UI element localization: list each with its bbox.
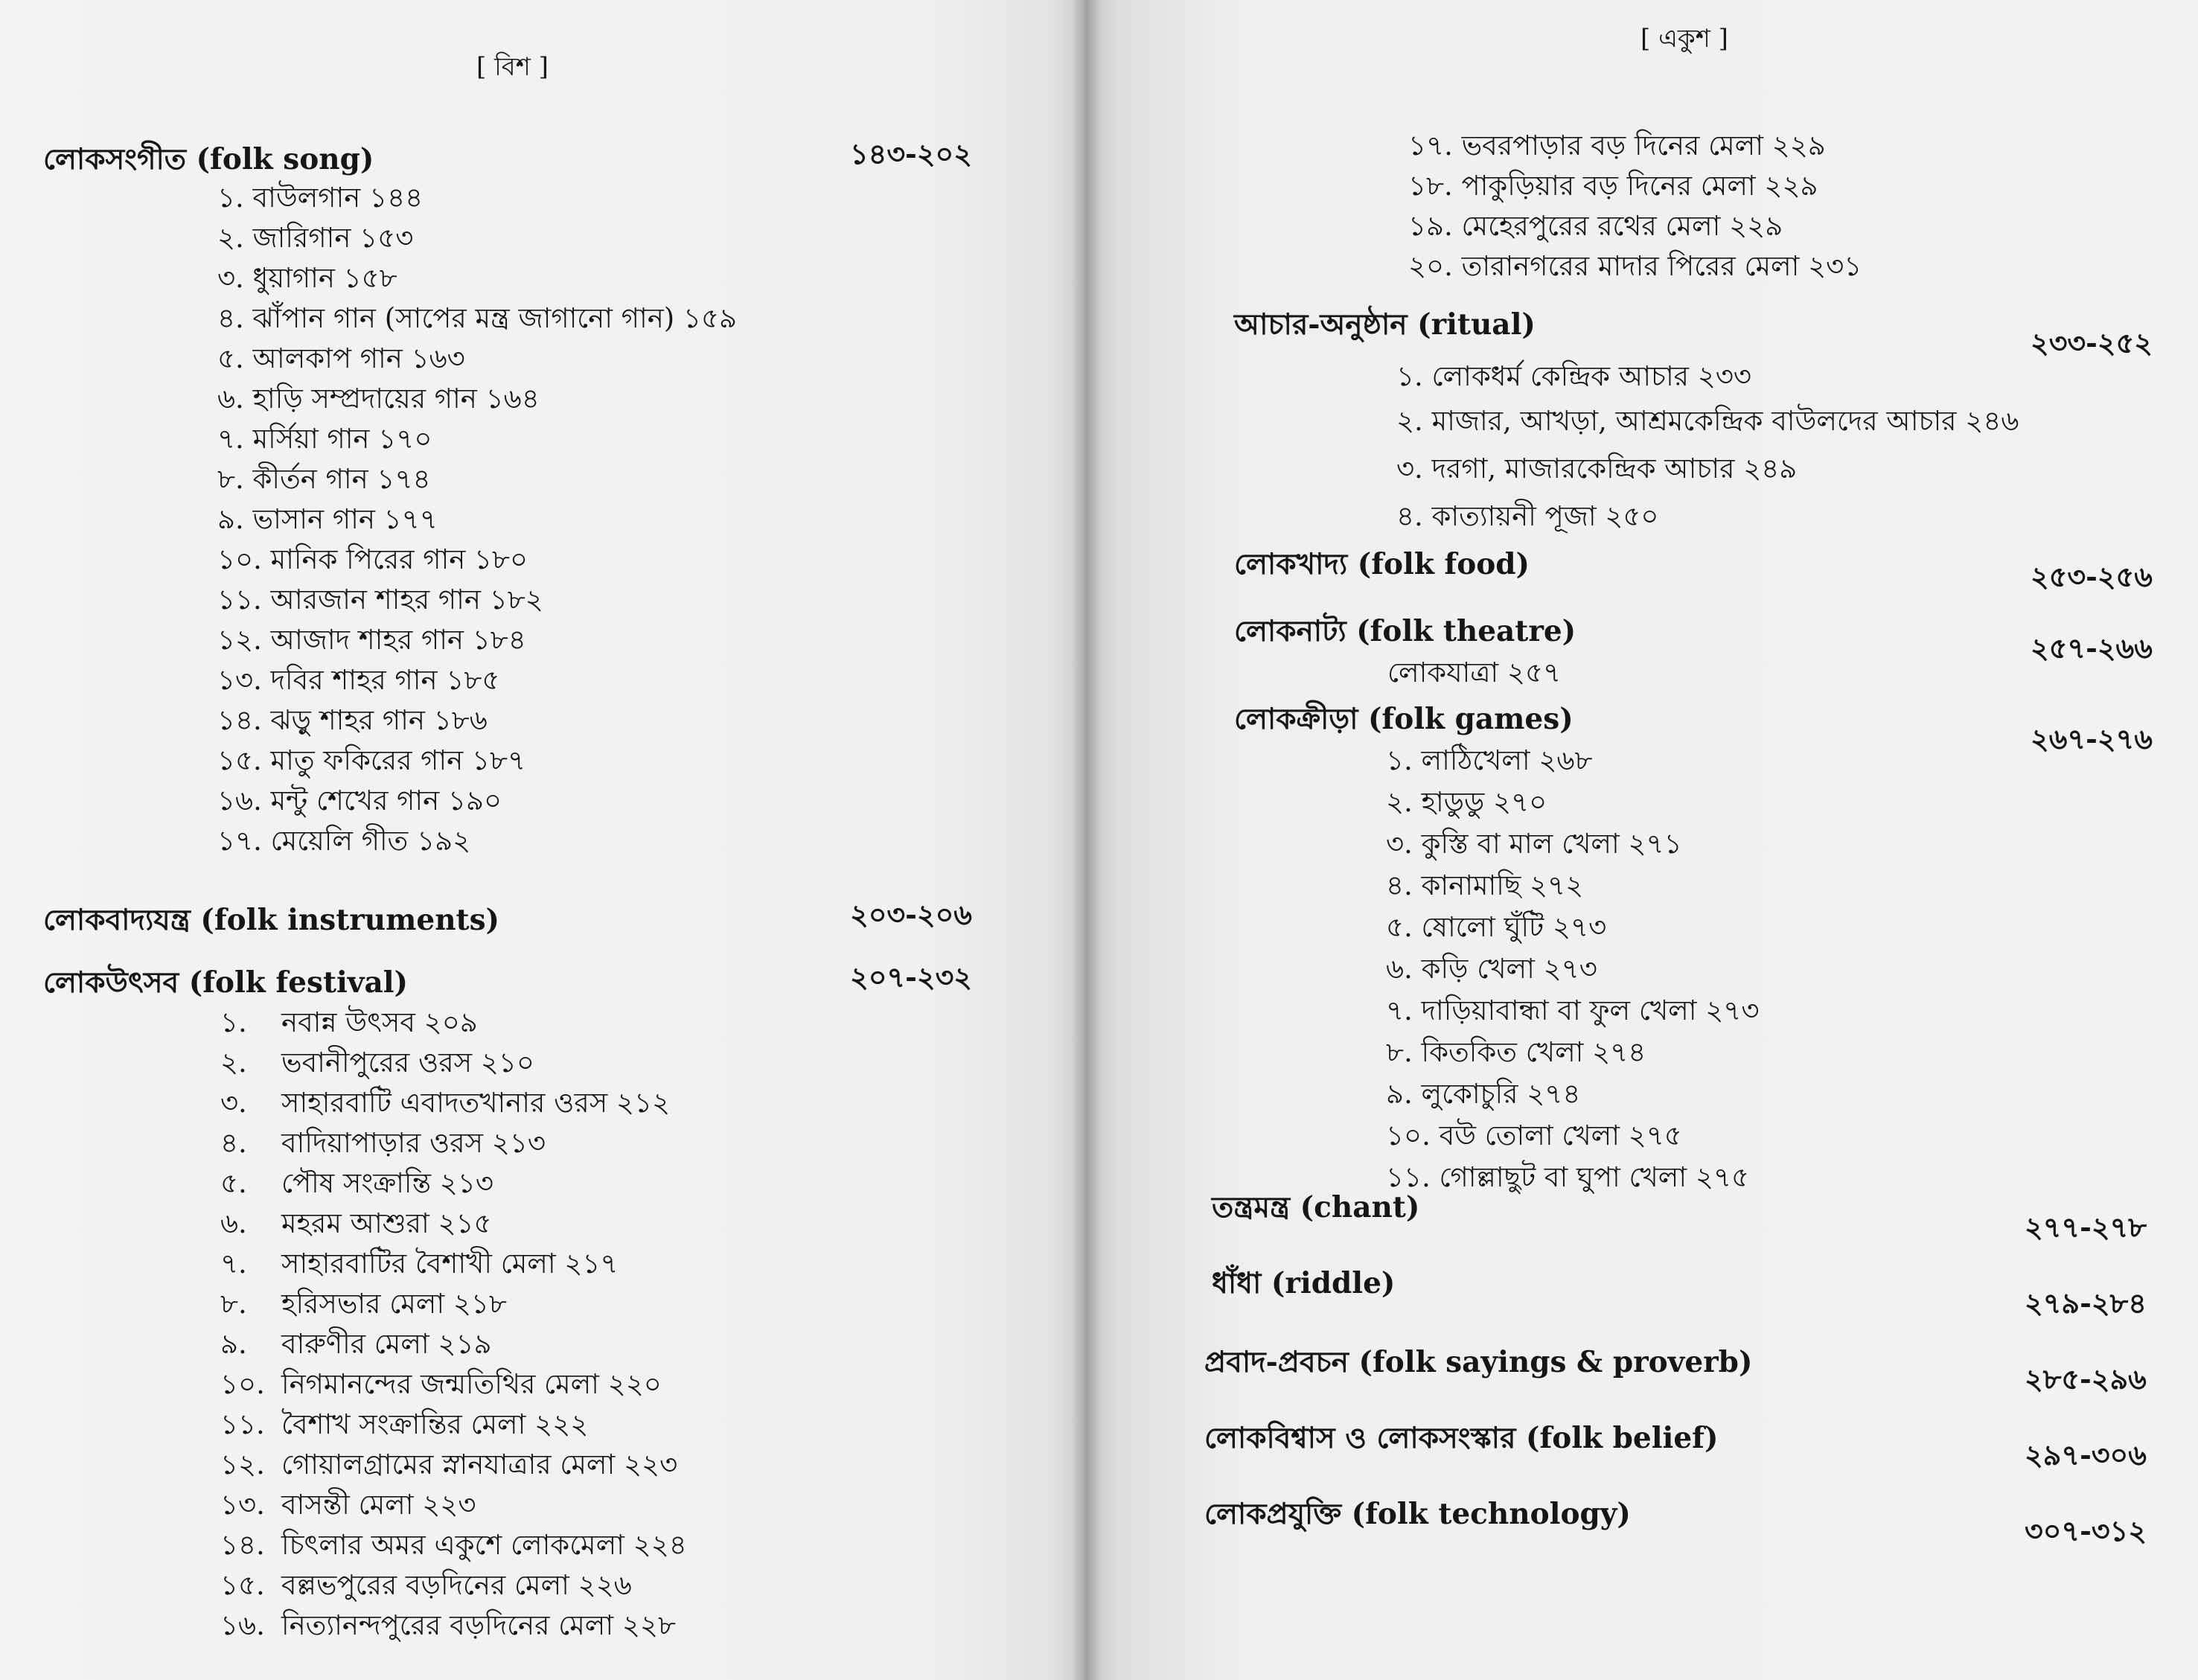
list-item: ২. হাডুডু ২৭০	[1386, 786, 1547, 818]
section-heading-ritual: আচার-অনুষ্ঠান (ritual)	[1234, 307, 1536, 342]
list-item: বাসন্তী মেলা ২২৩	[281, 1489, 476, 1521]
list-item: ১০. মানিক পিরের গান ১৮০	[217, 543, 528, 575]
page-number: [ একুশ ]	[1640, 24, 1728, 54]
list-item: ২. মাজার, আখড়া, আশ্রমকেন্দ্রিক বাউলদের আচার ২৪৬	[1396, 405, 2019, 437]
list-item: ৩. কুস্তি বা মাল খেলা ২৭১	[1386, 828, 1682, 860]
right-page	[1085, 0, 2198, 1680]
list-item: বৈশাখ সংক্রান্তির মেলা ২২২	[281, 1408, 589, 1440]
section-range-folk-games: ২৬৭-২৭৬	[2031, 722, 2153, 756]
list-item-number: ১০.	[220, 1368, 265, 1400]
list-item: ১৩. দবির শাহর গান ১৮৫	[217, 664, 500, 696]
list-item: ৯. লুকোচুরি ২৭৪	[1386, 1078, 1581, 1110]
list-item-number: ৫.	[220, 1167, 247, 1199]
section-range-folk-food: ২৫৩-২৫৬	[2031, 560, 2153, 593]
list-item: ২. জারিগান ১৫৩	[217, 222, 414, 254]
section-range-riddle: ২৭৯-২৮৪	[2025, 1286, 2147, 1320]
list-item: ১৭. মেয়েলি গীত ১৯২	[217, 825, 471, 857]
section-range-folk-song: ১৪৩-২০২	[850, 137, 972, 170]
section-range-folk-technology: ৩০৭-৩১২	[2025, 1514, 2147, 1548]
list-item: লোকযাত্রা ২৫৭	[1387, 657, 1562, 689]
list-item: সাহারবাটি এবাদতখানার ওরস ২১২	[281, 1087, 671, 1119]
list-item: ৬. হাড়ি সম্প্রদায়ের গান ১৬৪	[217, 383, 540, 415]
section-range-folk-instruments: ২০৩-২০৬	[850, 898, 973, 931]
section-heading-folk-instruments: লোকবাদ্যযন্ত্র (folk instruments)	[43, 903, 499, 937]
list-item: হরিসভার মেলা ২১৮	[281, 1288, 507, 1320]
list-item: ১. লোকধর্ম কেন্দ্রিক আচার ২৩৩	[1396, 360, 1751, 392]
list-item-number: ৯.	[220, 1328, 247, 1360]
list-item: ১১. গোল্লাছুট বা ঘুপা খেলা ২৭৫	[1386, 1161, 1749, 1193]
section-heading-folk-technology: লোকপ্রযুক্তি (folk technology)	[1204, 1497, 1631, 1531]
list-item: ১৬. মন্টু শেখের গান ১৯০	[217, 785, 502, 817]
section-range-chant: ২৭৭-২৭৮	[2025, 1210, 2147, 1244]
list-item-number: ৪.	[220, 1127, 247, 1159]
list-item: সাহারবাটির বৈশাখী মেলা ২১৭	[281, 1248, 619, 1280]
list-item: ১. লাঠিখেলা ২৬৮	[1386, 744, 1593, 776]
list-item: ৩. ধুয়াগান ১৫৮	[217, 262, 397, 294]
list-item-number: ১৬.	[220, 1609, 265, 1641]
list-item: নবান্ন উৎসব ২০৯	[281, 1006, 478, 1038]
list-item: ৩. দরগা, মাজারকেন্দ্রিক আচার ২৪৯	[1396, 453, 1798, 485]
list-item: পৌষ সংক্রান্তি ২১৩	[281, 1167, 493, 1199]
list-item: ৪. কানামাছি ২৭২	[1386, 869, 1584, 901]
list-item: ৫. ষোলো ঘুঁটি ২৭৩	[1386, 911, 1607, 943]
list-item: ১৭. ভবরপাড়ার বড় দিনের মেলা ২২৯	[1408, 130, 1826, 162]
section-heading-folk-food: লোকখাদ্য (folk food)	[1234, 547, 1530, 581]
list-item-number: ৮.	[220, 1288, 247, 1320]
list-item: চিৎলার অমর একুশে লোকমেলা ২২৪	[281, 1529, 687, 1561]
list-item: ১১. আরজান শাহর গান ১৮২	[217, 584, 543, 616]
list-item-number: ১.	[220, 1006, 247, 1038]
list-item: ৭. দাড়িয়াবান্ধা বা ফুল খেলা ২৭৩	[1386, 994, 1760, 1026]
list-item: নিগমানন্দের জন্মতিথির মেলা ২২০	[281, 1368, 662, 1400]
section-heading-folk-festival: লোকউৎসব (folk festival)	[43, 965, 408, 1000]
book-gutter	[1072, 0, 1102, 1680]
list-item-number: ১২.	[220, 1449, 265, 1481]
section-range-ritual: ২৩৩-২৫২	[2031, 326, 2153, 360]
section-range-folk-belief: ২৯৭-৩০৬	[2025, 1438, 2147, 1472]
list-item: বল্লভপুরের বড়দিনের মেলা ২২৬	[281, 1569, 632, 1601]
section-range-folk-theatre: ২৫৭-২৬৬	[2031, 631, 2153, 665]
list-item: ৪. কাত্যায়নী পূজা ২৫০	[1396, 500, 1659, 532]
section-range-folk-festival: ২০৭-২৩২	[850, 960, 973, 994]
section-heading-chant: তন্ত্রমন্ত্র (chant)	[1212, 1190, 1420, 1224]
list-item: মহরম আশুরা ২১৫	[281, 1207, 492, 1239]
list-item: বারুণীর মেলা ২১৯	[281, 1328, 492, 1360]
list-item-number: ৭.	[220, 1248, 247, 1280]
list-item-number: ১৫.	[220, 1569, 265, 1601]
list-item: ১৫. মাতু ফকিরের গান ১৮৭	[217, 744, 526, 776]
section-heading-folk-sayings: প্রবাদ-প্রবচন (folk sayings & proverb)	[1204, 1345, 1753, 1379]
list-item: ১০. বউ তোলা খেলা ২৭৫	[1386, 1120, 1682, 1152]
list-item-number: ১৪.	[220, 1529, 265, 1561]
section-range-folk-sayings: ২৮৫-২৯৬	[2025, 1362, 2147, 1396]
list-item: বাদিয়াপাড়ার ওরস ২১৩	[281, 1127, 546, 1159]
list-item: ২০. তারানগরের মাদার পিরের মেলা ২৩১	[1408, 250, 1862, 282]
section-heading-folk-theatre: লোকনাট্য (folk theatre)	[1234, 614, 1576, 648]
list-item-number: ৩.	[220, 1087, 247, 1119]
list-item: ১. বাউলগান ১৪৪	[217, 182, 424, 214]
list-item: ৮. কিতকিত খেলা ২৭৪	[1386, 1036, 1646, 1068]
section-heading-folk-belief: লোকবিশ্বাস ও লোকসংস্কার (folk belief)	[1204, 1421, 1719, 1455]
section-heading-riddle: ধাঁধা (riddle)	[1212, 1266, 1396, 1300]
list-item: ৭. মর্সিয়া গান ১৭০	[217, 423, 432, 455]
list-item: ১৯. মেহেরপুরের রথের মেলা ২২৯	[1408, 210, 1783, 242]
list-item-number: ২.	[220, 1047, 247, 1079]
list-item: ৪. ঝাঁপান গান (সাপের মন্ত্র জাগানো গান) ১৫৯	[217, 302, 738, 334]
list-item: ১৮. পাকুড়িয়ার বড় দিনের মেলা ২২৯	[1408, 170, 1818, 202]
list-item: ভবানীপুরের ওরস ২১০	[281, 1047, 534, 1079]
list-item: নিত্যানন্দপুরের বড়দিনের মেলা ২২৮	[281, 1609, 676, 1641]
list-item-number: ১১.	[220, 1408, 265, 1440]
list-item: ৮. কীর্তন গান ১৭৪	[217, 463, 431, 495]
page-number: [ বিশ ]	[476, 52, 549, 82]
list-item-number: ৬.	[220, 1207, 247, 1239]
list-item-number: ১৩.	[220, 1489, 265, 1521]
section-heading-folk-games: লোকক্রীড়া (folk games)	[1234, 702, 1574, 736]
section-heading-folk-song: লোকসংগীত (folk song)	[43, 142, 374, 176]
list-item: ১৪. ঝড়ু শাহর গান ১৮৬	[217, 704, 488, 736]
list-item: ৬. কড়ি খেলা ২৭৩	[1386, 953, 1597, 985]
list-item: ১২. আজাদ শাহর গান ১৮৪	[217, 624, 526, 656]
list-item: ৫. আলকাপ গান ১৬৩	[217, 342, 465, 374]
list-item: গোয়ালগ্রামের স্নানযাত্রার মেলা ২২৩	[281, 1449, 678, 1481]
left-page	[0, 0, 1085, 1680]
list-item: ৯. ভাসান গান ১৭৭	[217, 503, 438, 535]
